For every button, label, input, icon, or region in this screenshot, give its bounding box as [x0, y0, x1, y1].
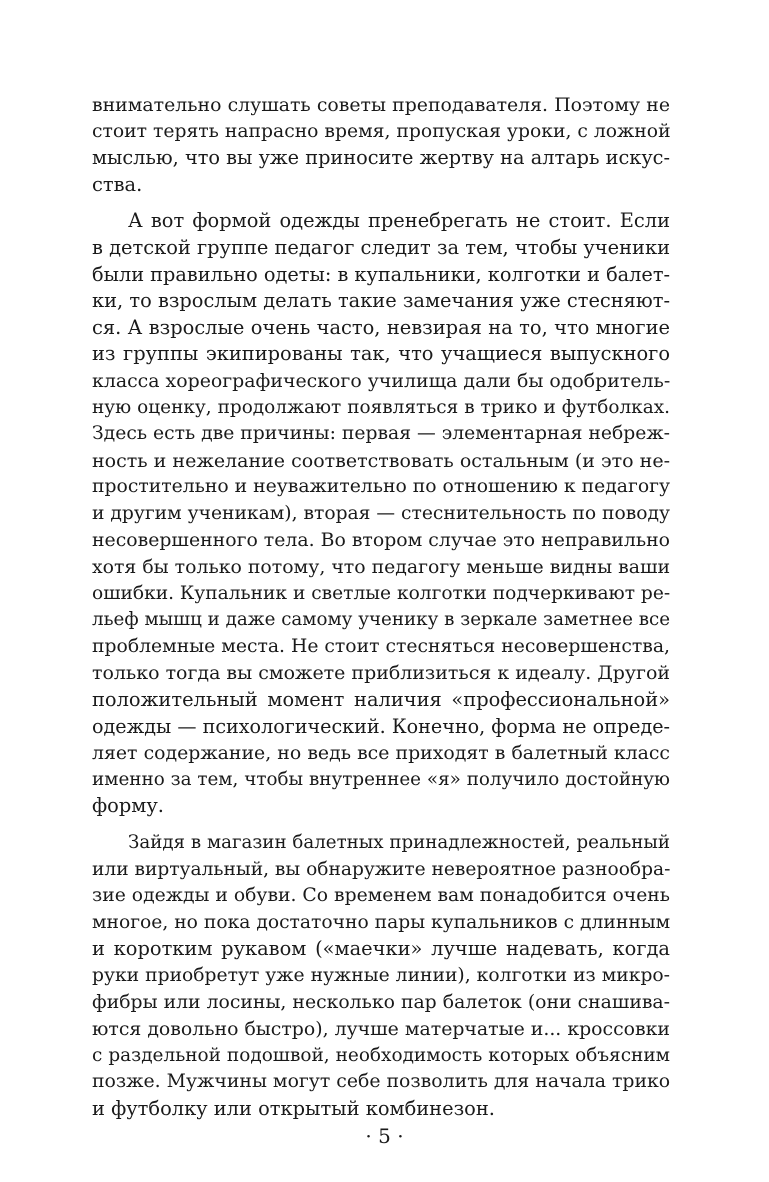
- text-line: мыслью, что вы уже приносите жертву на алтарь искус-: [92, 146, 670, 170]
- text-line: класса хореографического училища дали бы одобритель-: [92, 369, 671, 392]
- text-line: Здесь есть две причины: первая — элементарная небреж-: [92, 423, 670, 445]
- text-line: позже. Мужчины могут себе позволить для начала трико: [92, 1071, 671, 1093]
- text-line: А вот формой одежды пренебрегать не стоит. Если: [128, 209, 670, 233]
- paragraph-3: [92, 830, 670, 1123]
- text-line: ства.: [92, 172, 143, 196]
- text-line: или виртуальный, вы обнаружите невероятное разнообра-: [92, 858, 671, 880]
- text-line: внимательно слушать советы преподавателя. Поэтому не: [92, 94, 670, 116]
- text-line: зие одежды и обуви. Со временем вам понадобится очень: [92, 885, 670, 907]
- text-line: и футболку или открытый комбинезон.: [92, 1096, 495, 1120]
- text-line: ются довольно быстро), лучше матерчатые и... кроссовки: [92, 1018, 670, 1041]
- body-text: [92, 92, 670, 1123]
- text-line: и коротким рукавом («маечки» лучше надевать, когда: [92, 937, 670, 961]
- text-line: из группы экипированы так, что учащиеся выпускного: [92, 342, 670, 366]
- text-line: ную оценку, продолжают появляться в трико и футболках.: [92, 396, 670, 418]
- text-line: были правильно одеты: в купальники, колготки и балет-: [92, 262, 671, 286]
- text-line: простительно и неуважительно по отношению к педагогу: [92, 476, 670, 498]
- text-line: и другим ученикам), вторая — стеснительность по поводу: [92, 502, 670, 524]
- text-line: многое, но пока достаточно пары купальников с длинным: [92, 911, 671, 933]
- text-line: ся. А взрослые очень часто, невзирая на то, что многие: [92, 315, 670, 339]
- text-line: хотя бы только потому, что педагогу меньше видны ваши: [92, 556, 671, 579]
- text-line: проблемные места. Не стоит стесняться несовершенства,: [92, 635, 670, 657]
- text-line: только тогда вы сможете приблизиться к идеалу. Другой: [92, 662, 670, 685]
- text-line: ность и нежелание соответствовать остальным (и это не-: [92, 449, 670, 472]
- text-line: ошибки. Купальник и светлые колготки подчеркивают ре-: [92, 582, 671, 604]
- text-line: ляет содержание, но ведь все приходят в балетный класс: [92, 742, 670, 765]
- text-line: положительный момент наличия «профессиональной»: [92, 688, 670, 712]
- text-line: в детской группе педагог следит за тем, чтобы ученики: [92, 235, 670, 259]
- text-line: одежды — психологический. Конечно, форма не опреде-: [92, 714, 670, 738]
- paragraph-2: [92, 208, 670, 820]
- page-number: · 5 ·: [365, 1124, 404, 1148]
- text-line: льеф мышц и даже самому ученику в зеркале заметнее все: [92, 609, 670, 631]
- text-line: именно за тем, чтобы внутреннее «я» получило достойную: [92, 768, 670, 790]
- text-line: фибры или лосины, несколько пар балеток (они снашива-: [92, 991, 670, 1013]
- text-line: ки, то взрослым делать такие замечания уже стесняют-: [92, 289, 670, 313]
- paragraph-1: [92, 92, 670, 198]
- text-line: несовершенного тела. Во втором случае это неправильно: [92, 529, 670, 551]
- text-line: руки приобретут уже нужные линии), колготки из микро-: [92, 965, 670, 986]
- text-line: с раздельной подошвой, необходимость которых объясним: [92, 1044, 670, 1066]
- text-line: Зайдя в магазин балетных принадлежностей, реальный: [128, 832, 670, 854]
- text-line: стоит терять напрасно время, пропуская уроки, с ложной: [92, 120, 671, 142]
- text-line: форму.: [92, 794, 164, 818]
